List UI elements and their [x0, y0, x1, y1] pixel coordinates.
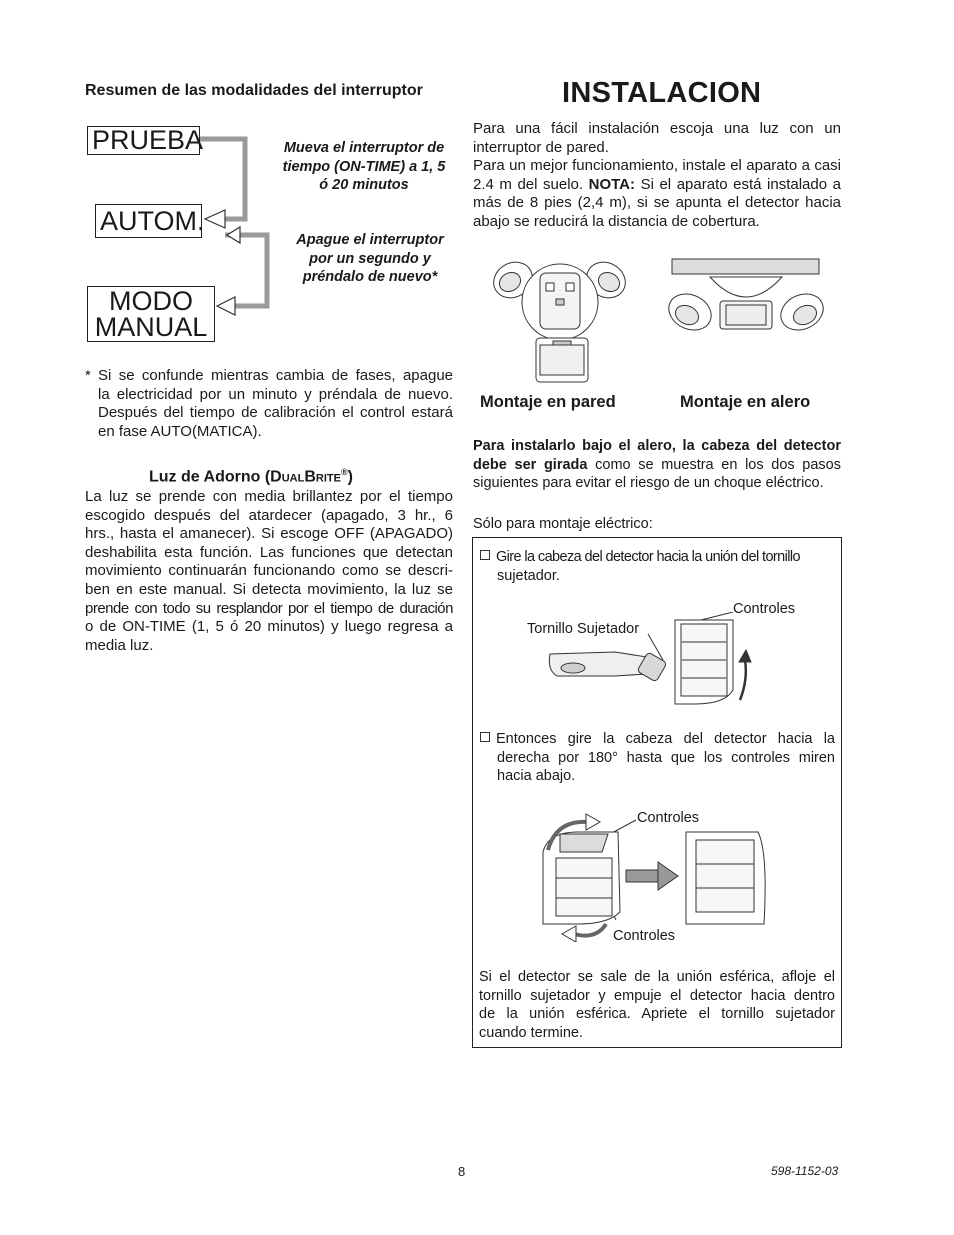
step2-illustration	[538, 812, 770, 942]
dualbrite-heading: Luz de Adorno (DualBrite®)	[149, 467, 353, 486]
wall-mount-illustration	[488, 255, 633, 395]
page-number: 8	[458, 1164, 466, 1179]
step1-text: Gire la cabeza del detector hacia la unión del tornillo sujetador.	[480, 548, 835, 585]
mode-autom-box: AUTOM.	[95, 204, 202, 238]
step2-text: Entonces gire la cabeza del detector hacia la derecha por 180° hasta que los controles miren hacia abajo.	[480, 730, 835, 786]
step1-illustration	[545, 612, 760, 712]
label-controls-1: Controles	[733, 601, 796, 617]
intro-paragraph: Para una fácil instalación escoja una luz con un interruptor de pared. Para un mejor funcionamiento, instale el aparato a casi 2.4 m del suelo. NOTA: Si el aparato está instalado a más de 8 pies (2,4 m), si se apunta el detector hacia abajo se reducirá la distancia de cobertura.	[473, 120, 841, 230]
mode-prueba-box: PRUEBA	[87, 126, 200, 155]
label-controls-2: Controles	[637, 810, 700, 826]
doc-code: 598-1152-03	[771, 1164, 839, 1178]
step2-checkbox-icon	[480, 732, 490, 742]
eave-mount-illustration	[660, 257, 832, 347]
label-screw: Tornillo Sujetador	[527, 621, 640, 637]
step1-checkbox-icon	[480, 550, 490, 560]
label-controls-3: Controles	[613, 928, 676, 944]
dualbrite-paragraph: La luz se prende con media brillantez por el tiempo escogido después del atardecer (apagado, 3 hr., 6 hrs., hasta el amanecer). Si escoge OFF (APAGADO) deshabilita esta función. Las funciones que detectan movimiento continuarán funcionando como se descri- ben en este manual. Si detecta movimiento, la luz se prende con todo su resplandor por el tiempo de duración o de ON-TIME (1, 5 ó 20 minutos) y luego regresa a media luz.	[85, 488, 453, 654]
note-power-cycle: Apague el interruptor por un segundo y préndalo de nuevo*	[296, 232, 444, 286]
final-instructions: Si el detector se sale de la unión esférica, afloje el tornillo sujetador y empuje el detector hacia dentro de la unión esférica. Apriete el tornillo sujetador cuando termine.	[479, 969, 835, 1041]
caption-wall-mount: Montaje en pared	[480, 393, 616, 411]
note-move-switch: Mueva el interruptor de tiempo (ON-TIME) a 1, 5 ó 20 minutos	[282, 140, 446, 194]
footnote-text: Si se confunde mientras cambia de fases, apague la electricidad por un minuto y préndala de nuevo. Después del tiempo de calibración el control estará en fase AUTO(MATICA).	[98, 367, 453, 440]
caption-eave-mount: Montaje en alero	[680, 393, 811, 411]
page-title: INSTALACION	[562, 77, 762, 109]
mode-manual-line1: MODO	[109, 286, 193, 316]
mode-manual-line2: MANUAL	[94, 312, 208, 342]
summary-heading: Resumen de las modalidades del interruptor	[85, 82, 423, 99]
eave-instructions: Para instalarlo bajo el alero, la cabeza del detector debe ser girada como se muestra en los dos pasos siguientes para evitar el riesgo de un choque eléctrico.	[473, 438, 842, 492]
footnote-mark: *	[85, 367, 91, 384]
electrical-only-label: Sólo para montaje eléctrico:	[473, 516, 653, 532]
